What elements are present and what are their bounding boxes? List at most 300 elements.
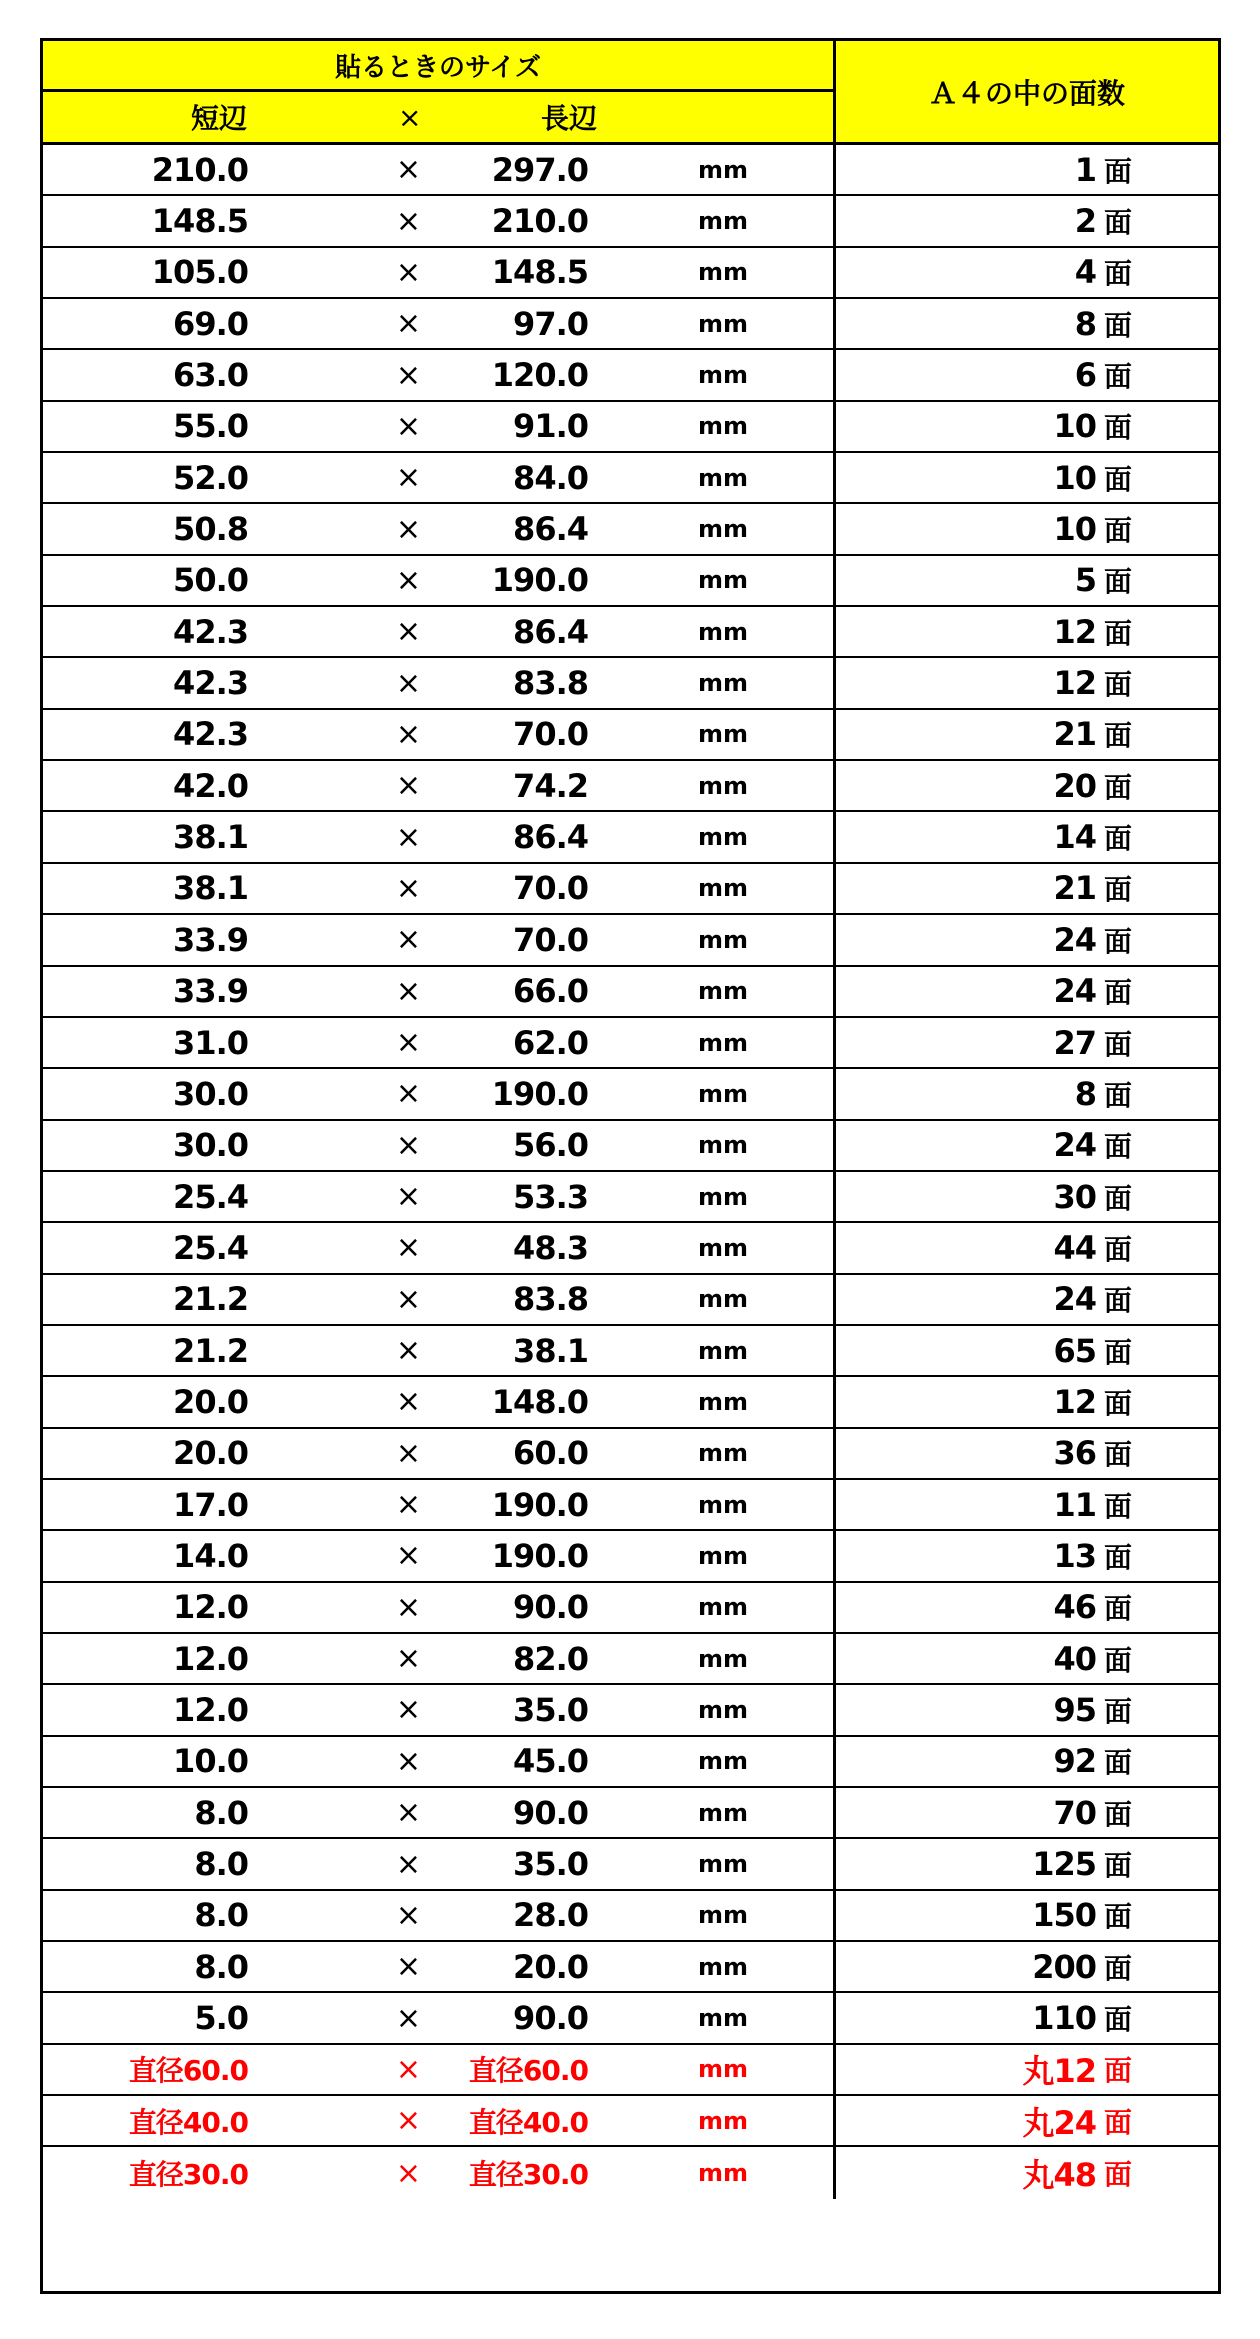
unit-label: mm: [697, 1387, 748, 1416]
short-side-value: 42.3: [173, 612, 248, 651]
unit-label: mm: [697, 771, 748, 800]
unit-label: mm: [697, 2004, 748, 2033]
short-side-value: 42.3: [173, 715, 248, 754]
face-count-value: 24: [1053, 920, 1096, 959]
face-suffix: 面: [1103, 1130, 1131, 1164]
times-sign: ×: [395, 1230, 421, 1266]
face-count: [836, 504, 1131, 553]
times-sign: ×: [395, 254, 421, 290]
unit-label: mm: [697, 1490, 748, 1519]
long-side-value: 210.0: [491, 202, 588, 241]
unit-label: mm: [697, 823, 748, 852]
short-side-value: 25.4: [173, 1177, 248, 1216]
table-row: [43, 556, 1218, 607]
long-side-value: 190.0: [491, 1536, 588, 1575]
table-row: [43, 1891, 1218, 1942]
short-side-value: 63.0: [173, 356, 248, 395]
short-side-value: 42.0: [173, 766, 248, 805]
face-count-value: 丸48: [1022, 2156, 1096, 2195]
table-row: [43, 1583, 1218, 1634]
times-sign: ×: [395, 1025, 421, 1061]
times-sign: ×: [395, 1897, 421, 1933]
long-side-value: 20.0: [513, 1947, 588, 1986]
face-count: [836, 967, 1131, 1016]
long-side-value: 97.0: [513, 304, 588, 343]
times-sign: ×: [395, 1384, 421, 1420]
long-side-value: 70.0: [513, 715, 588, 754]
face-count-value: 110: [1032, 1999, 1096, 2038]
unit-label: mm: [697, 669, 748, 698]
times-sign: ×: [395, 973, 421, 1009]
short-side-value: 20.0: [173, 1434, 248, 1473]
long-side-value: 190.0: [491, 1074, 588, 1113]
long-side-value: 91.0: [513, 407, 588, 446]
long-side-value: 45.0: [513, 1742, 588, 1781]
short-side-value: 55.0: [173, 407, 248, 446]
face-suffix: 面: [1103, 924, 1131, 958]
face-count-value: 200: [1032, 1947, 1096, 1986]
table-row: [43, 1121, 1218, 1172]
times-sign: ×: [395, 1538, 421, 1574]
table-row: [43, 761, 1218, 812]
long-side-value: 82.0: [513, 1639, 588, 1678]
short-side-value: 14.0: [173, 1536, 248, 1575]
size-header: [43, 41, 836, 145]
table-row: [43, 812, 1218, 863]
unit-label: mm: [697, 2055, 748, 2084]
face-suffix: 面: [1103, 360, 1131, 394]
face-count-value: 24: [1053, 1280, 1096, 1319]
label-size-table: [40, 38, 1221, 2294]
long-side-value: 62.0: [513, 1023, 588, 1062]
unit-label: mm: [697, 1593, 748, 1622]
face-suffix: 面: [1103, 668, 1131, 702]
face-count: [836, 556, 1131, 605]
table-row: [43, 2045, 1218, 2096]
long-side-value: 66.0: [513, 972, 588, 1011]
table-row: [43, 1942, 1218, 1993]
long-side-value: 直径40.0: [468, 2105, 588, 2139]
unit-label: mm: [697, 566, 748, 595]
face-count-value: 丸24: [1022, 2103, 1096, 2142]
face-count-value: 8: [1074, 1074, 1096, 1113]
face-count-value: 10: [1053, 510, 1096, 549]
long-side-value: 83.8: [513, 1280, 588, 1319]
times-sign: ×: [395, 357, 421, 393]
short-side-value: 8.0: [194, 1947, 248, 1986]
table-row: [43, 1069, 1218, 1120]
face-count: [836, 1275, 1131, 1324]
table-row: [43, 864, 1218, 915]
face-count: [836, 761, 1131, 810]
unit-label: mm: [697, 617, 748, 646]
face-suffix: 面: [1103, 308, 1131, 342]
table-row: [43, 299, 1218, 350]
face-count: [836, 1326, 1131, 1375]
face-count-value: 丸12: [1022, 2052, 1096, 2091]
table-row: [43, 1993, 1218, 2044]
times-sign: ×: [395, 1692, 421, 1728]
face-suffix: 面: [1103, 616, 1131, 650]
short-side-value: 8.0: [194, 1845, 248, 1884]
unit-label: mm: [697, 1285, 748, 1314]
long-side-value: 35.0: [513, 1690, 588, 1729]
table-row: [43, 1275, 1218, 1326]
unit-label: mm: [697, 309, 748, 338]
times-sign: ×: [395, 922, 421, 958]
table-row: [43, 1429, 1218, 1480]
long-side-value: 直径60.0: [468, 2054, 588, 2088]
size-header-title: 貼るときのサイズ: [43, 41, 833, 92]
face-count-value: 150: [1032, 1896, 1096, 1935]
face-suffix: 面: [1103, 1335, 1131, 1369]
unit-label: mm: [697, 1901, 748, 1930]
unit-label: mm: [697, 977, 748, 1006]
face-suffix: 面: [1103, 1694, 1131, 1728]
face-count: [836, 1788, 1131, 1837]
short-side-value: 12.0: [173, 1588, 248, 1627]
short-side-value: 12.0: [173, 1639, 248, 1678]
short-side-value: 20.0: [173, 1382, 248, 1421]
table-row: [43, 1172, 1218, 1223]
face-suffix: 面: [1103, 411, 1131, 445]
unit-label: mm: [697, 1798, 748, 1827]
face-suffix: 面: [1103, 1078, 1131, 1112]
long-side-value: 70.0: [513, 869, 588, 908]
face-count: [836, 1069, 1131, 1118]
times-sign: ×: [395, 665, 421, 701]
face-count: [836, 1839, 1131, 1888]
short-side-value: 69.0: [173, 304, 248, 343]
face-count-value: 12: [1053, 612, 1096, 651]
times-sign: ×: [395, 1076, 421, 1112]
unit-label: mm: [697, 1695, 748, 1724]
table-row: [43, 402, 1218, 453]
unit-label: mm: [697, 1850, 748, 1879]
face-suffix: 面: [1103, 719, 1131, 753]
face-suffix: 面: [1103, 154, 1131, 188]
face-suffix: 面: [1103, 1027, 1131, 1061]
short-side-value: 38.1: [173, 818, 248, 857]
short-side-value: 50.0: [173, 561, 248, 600]
short-side-value: 25.4: [173, 1228, 248, 1267]
times-sign: ×: [395, 2000, 421, 2036]
face-count-value: 8: [1074, 304, 1096, 343]
face-count: [836, 453, 1131, 502]
face-suffix: 面: [1103, 1643, 1131, 1677]
short-side-value: 42.3: [173, 664, 248, 703]
face-suffix: 面: [1103, 1746, 1131, 1780]
face-count-value: 10: [1053, 458, 1096, 497]
short-side-value: 10.0: [173, 1742, 248, 1781]
long-side-value: 84.0: [513, 458, 588, 497]
long-side-value: 90.0: [513, 1793, 588, 1832]
short-side-value: 8.0: [194, 1896, 248, 1935]
table-row: [43, 1839, 1218, 1890]
face-count: [836, 1737, 1131, 1786]
table-row: [43, 248, 1218, 299]
unit-label: mm: [697, 2106, 748, 2135]
table-row: [43, 915, 1218, 966]
face-suffix: 面: [1103, 514, 1131, 548]
short-side-value: 直径60.0: [128, 2054, 248, 2088]
long-side-header: 長辺: [541, 102, 598, 135]
face-count-value: 1: [1074, 150, 1096, 189]
face-count: [836, 1942, 1131, 1991]
long-side-value: 83.8: [513, 664, 588, 703]
unit-label: mm: [697, 1336, 748, 1365]
table-row: [43, 1326, 1218, 1377]
face-count-value: 4: [1074, 253, 1096, 292]
times-sign: ×: [395, 2103, 421, 2139]
face-count: [836, 864, 1131, 913]
face-count-value: 24: [1053, 1126, 1096, 1165]
long-side-value: 38.1: [513, 1331, 588, 1370]
unit-label: mm: [697, 155, 748, 184]
table-row: [43, 196, 1218, 247]
unit-label: mm: [697, 720, 748, 749]
table-row: [43, 1634, 1218, 1685]
table-row: [43, 1377, 1218, 1428]
short-side-value: 21.2: [173, 1331, 248, 1370]
face-count-value: 46: [1053, 1588, 1096, 1627]
unit-label: mm: [697, 361, 748, 390]
times-sign: ×: [395, 1435, 421, 1471]
face-count-value: 24: [1053, 972, 1096, 1011]
short-side-value: 8.0: [194, 1793, 248, 1832]
face-suffix: 面: [1103, 1232, 1131, 1266]
unit-label: mm: [697, 874, 748, 903]
short-side-value: 12.0: [173, 1690, 248, 1729]
long-side-value: 60.0: [513, 1434, 588, 1473]
times-sign: ×: [395, 716, 421, 752]
short-side-value: 38.1: [173, 869, 248, 908]
face-suffix: 面: [1103, 1849, 1131, 1883]
short-side-value: 30.0: [173, 1074, 248, 1113]
short-side-value: 148.5: [151, 202, 248, 241]
face-suffix: 面: [1103, 1284, 1131, 1318]
face-count: [836, 1583, 1131, 1632]
unit-label: mm: [697, 925, 748, 954]
short-side-value: 33.9: [173, 972, 248, 1011]
unit-label: mm: [697, 1131, 748, 1160]
face-count-value: 21: [1053, 869, 1096, 908]
table-body: [43, 145, 1218, 2199]
face-suffix: 面: [1103, 1438, 1131, 1472]
long-side-value: 148.5: [491, 253, 588, 292]
times-sign: ×: [395, 1743, 421, 1779]
count-header: Ａ４の中の面数: [836, 41, 1218, 145]
face-count: [836, 145, 1131, 194]
face-count: [836, 607, 1131, 656]
unit-label: mm: [697, 412, 748, 441]
face-count-value: 6: [1074, 356, 1096, 395]
long-side-value: 直径30.0: [468, 2158, 588, 2192]
long-side-value: 86.4: [513, 612, 588, 651]
short-side-value: 105.0: [151, 253, 248, 292]
long-side-value: 53.3: [513, 1177, 588, 1216]
face-count: [836, 1121, 1131, 1170]
table-row: [43, 2147, 1218, 2198]
face-count-value: 95: [1053, 1690, 1096, 1729]
short-side-value: 50.8: [173, 510, 248, 549]
long-side-value: 35.0: [513, 1845, 588, 1884]
unit-label: mm: [697, 1747, 748, 1776]
long-side-value: 86.4: [513, 818, 588, 857]
unit-label: mm: [697, 1028, 748, 1057]
face-count: [836, 1223, 1131, 1272]
table-row: [43, 1737, 1218, 1788]
times-sign: ×: [395, 2051, 421, 2087]
face-count: [836, 2147, 1131, 2198]
face-count-value: 10: [1053, 407, 1096, 446]
table-row: [43, 607, 1218, 658]
face-suffix: 面: [1103, 976, 1131, 1010]
face-suffix: 面: [1103, 770, 1131, 804]
table-row: [43, 1018, 1218, 1069]
long-side-value: 56.0: [513, 1126, 588, 1165]
face-count: [836, 812, 1131, 861]
face-suffix: 面: [1103, 257, 1131, 291]
times-sign: ×: [395, 408, 421, 444]
face-suffix: 面: [1103, 462, 1131, 496]
face-count: [836, 1634, 1131, 1683]
face-count-value: 44: [1053, 1228, 1096, 1267]
long-side-value: 70.0: [513, 920, 588, 959]
short-side-value: 直径30.0: [128, 2158, 248, 2192]
face-count: [836, 915, 1131, 964]
long-side-value: 48.3: [513, 1228, 588, 1267]
long-side-value: 74.2: [513, 766, 588, 805]
short-side-value: 210.0: [151, 150, 248, 189]
face-count-value: 11: [1053, 1485, 1096, 1524]
unit-label: mm: [697, 258, 748, 287]
face-count-value: 5: [1074, 561, 1096, 600]
long-side-value: 90.0: [513, 1588, 588, 1627]
times-header: ×: [398, 100, 422, 134]
face-suffix: 面: [1103, 873, 1131, 907]
table-row: [43, 1531, 1218, 1582]
unit-label: mm: [697, 1439, 748, 1468]
short-side-value: 33.9: [173, 920, 248, 959]
long-side-value: 90.0: [513, 1999, 588, 2038]
face-count: [836, 1891, 1131, 1940]
face-count-value: 125: [1032, 1845, 1096, 1884]
unit-label: mm: [697, 1952, 748, 1981]
table-row: [43, 350, 1218, 401]
face-suffix: 面: [1103, 2054, 1131, 2088]
times-sign: ×: [395, 306, 421, 342]
face-count-value: 92: [1053, 1742, 1096, 1781]
face-count: [836, 658, 1131, 707]
unit-label: mm: [697, 463, 748, 492]
unit-label: mm: [697, 515, 748, 544]
unit-label: mm: [697, 2159, 748, 2188]
short-side-value: 直径40.0: [128, 2105, 248, 2139]
short-side-value: 21.2: [173, 1280, 248, 1319]
times-sign: ×: [395, 1179, 421, 1215]
face-count: [836, 1377, 1131, 1426]
long-side-value: 28.0: [513, 1896, 588, 1935]
face-count-value: 14: [1053, 818, 1096, 857]
times-sign: ×: [395, 819, 421, 855]
times-sign: ×: [395, 870, 421, 906]
face-suffix: 面: [1103, 1489, 1131, 1523]
face-count-value: 20: [1053, 766, 1096, 805]
face-count: [836, 1480, 1131, 1529]
face-count-value: 12: [1053, 1382, 1096, 1421]
table-row: [43, 145, 1218, 196]
times-sign: ×: [395, 2155, 421, 2191]
face-count-value: 21: [1053, 715, 1096, 754]
short-side-value: 5.0: [194, 1999, 248, 2038]
times-sign: ×: [395, 1127, 421, 1163]
face-count: [836, 1018, 1131, 1067]
long-side-value: 148.0: [491, 1382, 588, 1421]
face-suffix: 面: [1103, 565, 1131, 599]
face-suffix: 面: [1103, 1540, 1131, 1574]
times-sign: ×: [395, 203, 421, 239]
table-row: [43, 658, 1218, 709]
face-count: [836, 2096, 1131, 2145]
face-suffix: 面: [1103, 1386, 1131, 1420]
face-count: [836, 1172, 1131, 1221]
face-count-value: 65: [1053, 1331, 1096, 1370]
face-count-value: 27: [1053, 1023, 1096, 1062]
face-count: [836, 1993, 1131, 2042]
face-count: [836, 299, 1131, 348]
face-count-value: 13: [1053, 1536, 1096, 1575]
face-count: [836, 1685, 1131, 1734]
face-count: [836, 350, 1131, 399]
face-count-value: 36: [1053, 1434, 1096, 1473]
face-count-value: 12: [1053, 664, 1096, 703]
times-sign: ×: [395, 1949, 421, 1985]
long-side-value: 297.0: [491, 150, 588, 189]
times-sign: ×: [395, 614, 421, 650]
face-suffix: 面: [1103, 206, 1131, 240]
table-row: [43, 967, 1218, 1018]
short-side-value: 31.0: [173, 1023, 248, 1062]
face-suffix: 面: [1103, 1797, 1131, 1831]
unit-label: mm: [697, 1079, 748, 1108]
short-side-value: 17.0: [173, 1485, 248, 1524]
times-sign: ×: [395, 1795, 421, 1831]
times-sign: ×: [395, 1846, 421, 1882]
short-side-value: 30.0: [173, 1126, 248, 1165]
long-side-value: 86.4: [513, 510, 588, 549]
times-sign: ×: [395, 460, 421, 496]
face-suffix: 面: [1103, 822, 1131, 856]
long-side-value: 120.0: [491, 356, 588, 395]
table-row: [43, 1685, 1218, 1736]
times-sign: ×: [395, 1333, 421, 1369]
times-sign: ×: [395, 768, 421, 804]
face-suffix: 面: [1103, 1592, 1131, 1626]
face-count-value: 2: [1074, 202, 1096, 241]
face-count: [836, 1531, 1131, 1580]
face-count: [836, 2045, 1131, 2094]
times-sign: ×: [395, 1641, 421, 1677]
face-count-value: 40: [1053, 1639, 1096, 1678]
table-row: [43, 1788, 1218, 1839]
unit-label: mm: [697, 1541, 748, 1570]
face-count: [836, 1429, 1131, 1478]
long-side-value: 190.0: [491, 561, 588, 600]
unit-label: mm: [697, 207, 748, 236]
short-side-value: 52.0: [173, 458, 248, 497]
table-row: [43, 1480, 1218, 1531]
